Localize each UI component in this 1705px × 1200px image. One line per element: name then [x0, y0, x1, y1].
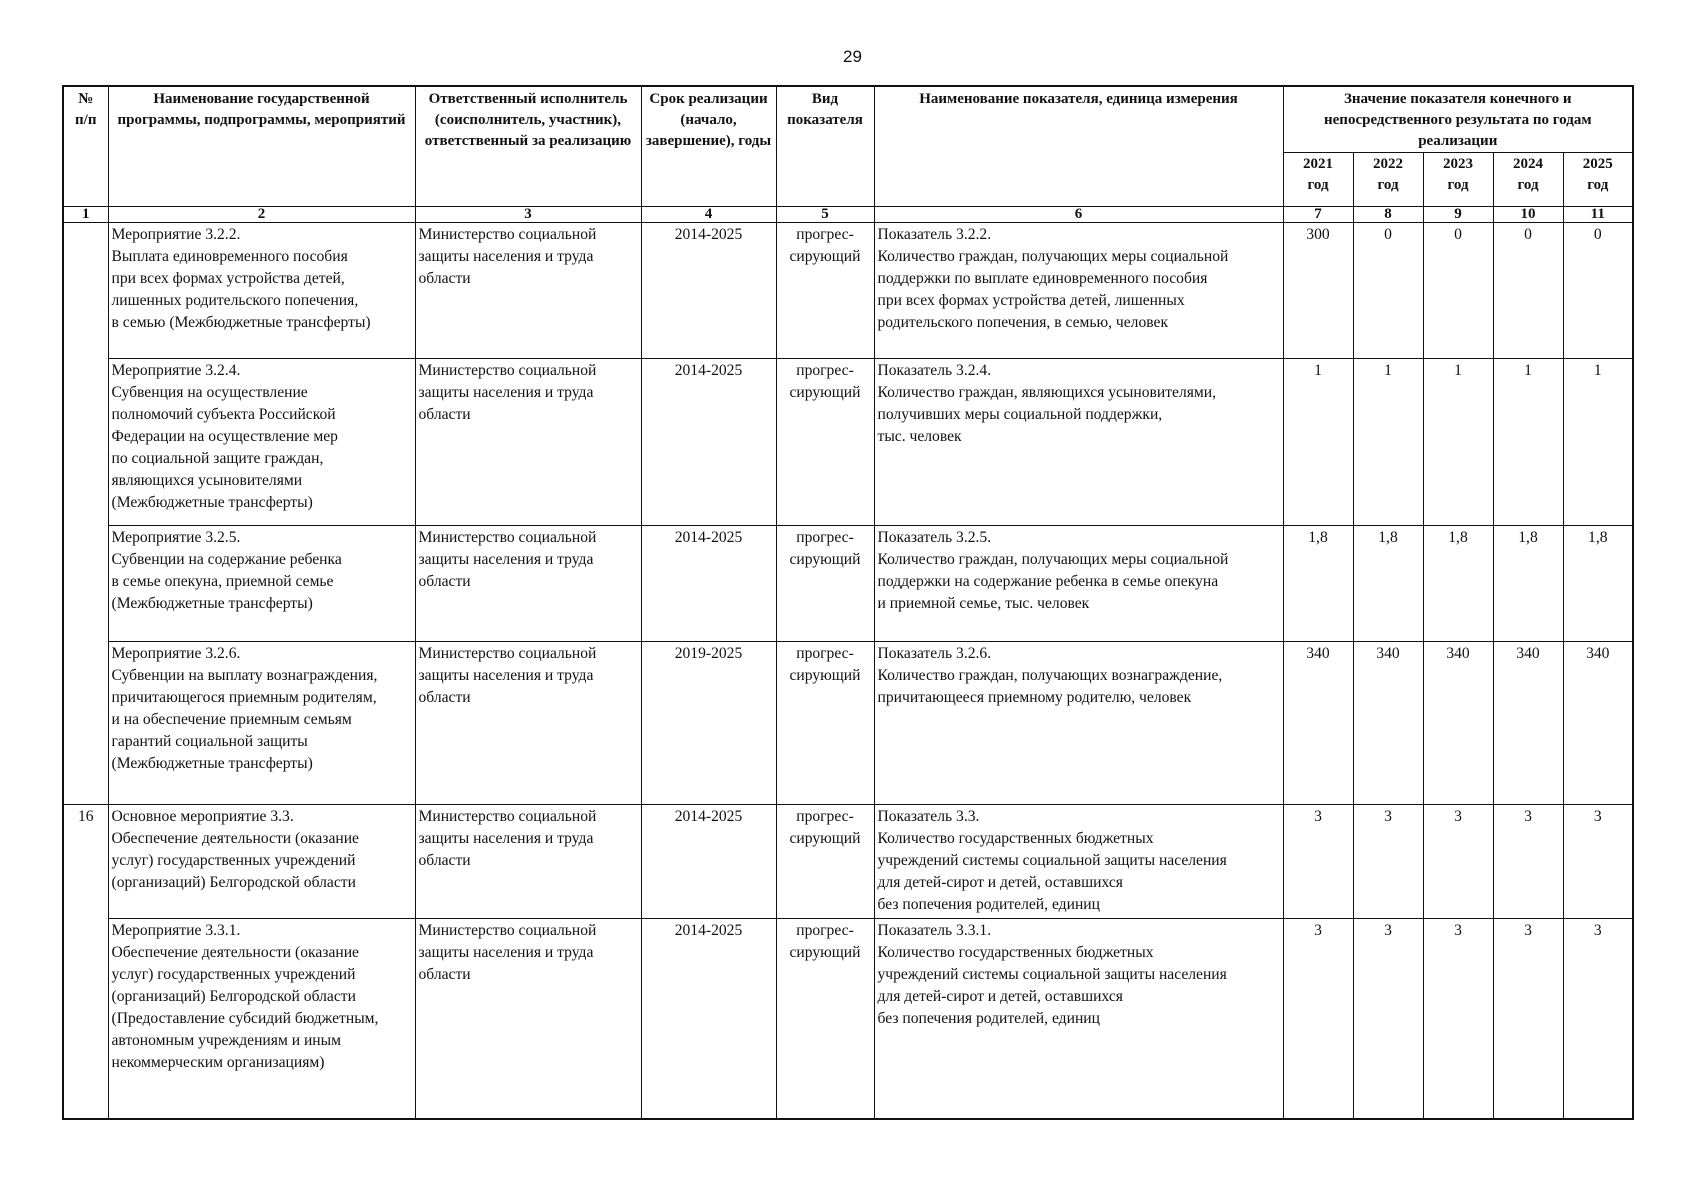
period-cell: 2014-2025	[641, 223, 776, 359]
header-year-2022: 2022 год	[1353, 153, 1423, 207]
indicator-kind-cell: прогрес- сирующий	[776, 642, 874, 805]
executor-cell: Министерство социальной защиты населения и труда области	[415, 359, 641, 526]
column-number: 3	[415, 207, 641, 223]
value-2024-cell: 340	[1493, 642, 1563, 805]
value-2022-cell: 3	[1353, 805, 1423, 919]
indicator-name-cell: Показатель 3.3.1. Количество государственных бюджетных учреждений системы социальной защиты населения для детей-сирот и детей, оставшихся без попечения родителей, единиц	[874, 919, 1283, 1119]
column-number: 4	[641, 207, 776, 223]
period-cell: 2014-2025	[641, 919, 776, 1119]
value-2021-cell: 3	[1283, 919, 1353, 1119]
value-2024-cell: 0	[1493, 223, 1563, 359]
table-header	[63, 86, 1633, 223]
value-2025-cell: 1,8	[1563, 526, 1633, 642]
value-2021-cell: 300	[1283, 223, 1353, 359]
value-2023-cell: 340	[1423, 642, 1493, 805]
value-2024-cell: 1,8	[1493, 526, 1563, 642]
indicator-name-cell: Показатель 3.2.4. Количество граждан, являющихся усыновителями, получивших меры социальной поддержки, тыс. человек	[874, 359, 1283, 526]
executor-cell: Министерство социальной защиты населения и труда области	[415, 805, 641, 919]
column-number: 2	[108, 207, 415, 223]
value-2022-cell: 1	[1353, 359, 1423, 526]
indicator-kind-cell: прогрес- сирующий	[776, 359, 874, 526]
header-period: Срок реализации (начало, завершение), годы	[641, 86, 776, 207]
column-number: 5	[776, 207, 874, 223]
header-year-2023: 2023 год	[1423, 153, 1493, 207]
period-cell: 2014-2025	[641, 805, 776, 919]
column-number: 9	[1423, 207, 1493, 223]
period-cell: 2019-2025	[641, 642, 776, 805]
value-2022-cell: 1,8	[1353, 526, 1423, 642]
value-2024-cell: 1	[1493, 359, 1563, 526]
page-number: 29	[843, 47, 862, 66]
header-values-group: Значение показателя конечного и непосредственного результата по годам реализации	[1283, 86, 1633, 153]
period-cell: 2014-2025	[641, 526, 776, 642]
value-2021-cell: 1	[1283, 359, 1353, 526]
table-row	[63, 359, 1633, 526]
executor-cell: Министерство социальной защиты населения и труда области	[415, 642, 641, 805]
executor-cell: Министерство социальной защиты населения и труда области	[415, 223, 641, 359]
value-2023-cell: 1	[1423, 359, 1493, 526]
executor-cell: Министерство социальной защиты населения и труда области	[415, 919, 641, 1119]
header-year-2024: 2024 год	[1493, 153, 1563, 207]
value-2022-cell: 3	[1353, 919, 1423, 1119]
value-2025-cell: 3	[1563, 919, 1633, 1119]
value-2025-cell: 3	[1563, 805, 1633, 919]
header-year-2021: 2021 год	[1283, 153, 1353, 207]
column-number: 11	[1563, 207, 1633, 223]
column-number-row	[63, 207, 1633, 223]
value-2023-cell: 0	[1423, 223, 1493, 359]
column-number: 1	[63, 207, 108, 223]
value-2022-cell: 0	[1353, 223, 1423, 359]
header-indicator-kind: Вид показателя	[776, 86, 874, 207]
measure-name-cell: Мероприятие 3.2.4. Субвенция на осуществление полномочий субъекта Российской Федерации на осуществление мер по социальной защите граждан, являющихся усыновителями (Межбюджетные трансферты)	[108, 359, 415, 526]
period-cell: 2014-2025	[641, 359, 776, 526]
value-2025-cell: 0	[1563, 223, 1633, 359]
table-row	[63, 919, 1633, 1119]
table-row	[63, 805, 1633, 919]
value-2021-cell: 3	[1283, 805, 1353, 919]
measure-name-cell: Мероприятие 3.2.5. Субвенции на содержание ребенка в семье опекуна, приемной семье (Межбюджетные трансферты)	[108, 526, 415, 642]
value-2024-cell: 3	[1493, 919, 1563, 1119]
indicator-name-cell: Показатель 3.2.5. Количество граждан, получающих меры социальной поддержки на содержание ребенка в семье опекуна и приемной семье, тыс. человек	[874, 526, 1283, 642]
indicator-kind-cell: прогрес- сирующий	[776, 805, 874, 919]
value-2022-cell: 340	[1353, 642, 1423, 805]
indicator-name-cell: Показатель 3.2.2. Количество граждан, получающих меры социальной поддержки по выплате единовременного пособия при всех формах устройства детей, лишенных родительского попечения, в семью, человек	[874, 223, 1283, 359]
value-2021-cell: 340	[1283, 642, 1353, 805]
column-number: 7	[1283, 207, 1353, 223]
program-indicators-table	[62, 85, 1634, 1120]
header-row-number: № п/п	[63, 86, 108, 207]
value-2021-cell: 1,8	[1283, 526, 1353, 642]
header-year-2025: 2025 год	[1563, 153, 1633, 207]
measure-name-cell: Мероприятие 3.2.2. Выплата единовременного пособия при всех формах устройства детей, лишенных родительского попечения, в семью (Межбюджетные трансферты)	[108, 223, 415, 359]
table-row	[63, 223, 1633, 359]
header-indicator-name: Наименование показателя, единица измерения	[874, 86, 1283, 207]
table-row	[63, 642, 1633, 805]
row-number-cell: 16	[63, 805, 108, 1119]
column-number: 8	[1353, 207, 1423, 223]
value-2023-cell: 1,8	[1423, 526, 1493, 642]
value-2025-cell: 340	[1563, 642, 1633, 805]
executor-cell: Министерство социальной защиты населения и труда области	[415, 526, 641, 642]
measure-name-cell: Мероприятие 3.2.6. Субвенции на выплату вознаграждения, причитающегося приемным родителям, и на обеспечение приемным семьям гарантий социальной защиты (Межбюджетные трансферты)	[108, 642, 415, 805]
measure-name-cell: Основное мероприятие 3.3. Обеспечение деятельности (оказание услуг) государственных учреждений (организаций) Белгородской области	[108, 805, 415, 919]
column-number: 6	[874, 207, 1283, 223]
indicator-kind-cell: прогрес- сирующий	[776, 919, 874, 1119]
indicator-name-cell: Показатель 3.3. Количество государственных бюджетных учреждений системы социальной защиты населения для детей-сирот и детей, оставшихся без попечения родителей, единиц	[874, 805, 1283, 919]
header-program-name: Наименование государственной программы, подпрограммы, мероприятий	[108, 86, 415, 207]
value-2023-cell: 3	[1423, 805, 1493, 919]
value-2024-cell: 3	[1493, 805, 1563, 919]
table-body	[63, 223, 1633, 1119]
measure-name-cell: Мероприятие 3.3.1. Обеспечение деятельности (оказание услуг) государственных учреждений (организаций) Белгородской области (Предоставление субсидий бюджетным, автономным учреждениям и иным некоммерческим организациям)	[108, 919, 415, 1119]
indicator-name-cell: Показатель 3.2.6. Количество граждан, получающих вознаграждение, причитающееся приемному родителю, человек	[874, 642, 1283, 805]
value-2023-cell: 3	[1423, 919, 1493, 1119]
table-row	[63, 526, 1633, 642]
indicator-kind-cell: прогрес- сирующий	[776, 526, 874, 642]
column-number: 10	[1493, 207, 1563, 223]
value-2025-cell: 1	[1563, 359, 1633, 526]
indicator-kind-cell: прогрес- сирующий	[776, 223, 874, 359]
header-executor: Ответственный исполнитель (соисполнитель, участник), ответственный за реализацию	[415, 86, 641, 207]
row-number-cell	[63, 223, 108, 805]
